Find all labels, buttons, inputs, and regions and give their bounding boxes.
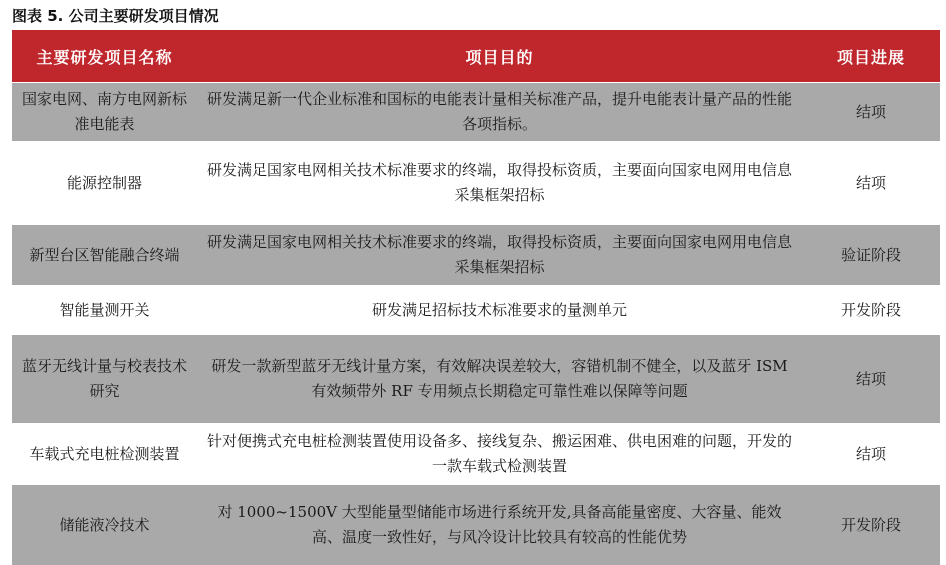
cell-purpose: 研发满足国家电网相关技术标准要求的终端，取得投标资质，主要面向国家电网用电信息采集框架招标 — [206, 233, 792, 276]
table-row — [12, 423, 940, 484]
table-row — [12, 484, 940, 565]
cell-name: 车载式充电桩检测装置 — [29, 444, 180, 463]
table-row — [12, 82, 940, 141]
header-name: 主要研发项目名称 — [36, 47, 173, 67]
cell-purpose: 对 1000~1500V 大型能量型储能市场进行系统开发,具备高能量密度、大容量、能效高、温度一致性好，与风冷设计比较具有较高的性能优势 — [217, 503, 782, 546]
table-row — [12, 224, 940, 285]
cell-purpose: 研发满足新一代企业标准和国标的电能表计量相关标准产品，提升电能表计量产品的性能各项指标。 — [206, 90, 792, 133]
table-header — [12, 30, 940, 82]
header-progress: 项目进展 — [836, 47, 905, 67]
figure-title: 图表 5. 公司主要研发项目情况 — [12, 7, 219, 25]
cell-name: 新型台区智能融合终端 — [29, 245, 180, 264]
cell-name: 蓝牙无线计量与校表技术研究 — [21, 357, 187, 400]
cell-progress: 结项 — [855, 444, 886, 463]
cell-purpose: 研发一款新型蓝牙无线计量方案，有效解决误差较大，容错机制不健全，以及蓝牙 ISM 有效频带外 RF 专用频点长期稳定可靠性难以保障等问题 — [211, 357, 788, 400]
cell-name: 智能量测开关 — [59, 300, 150, 319]
cell-progress: 结项 — [855, 173, 886, 192]
cell-name: 能源控制器 — [66, 173, 142, 192]
cell-progress: 结项 — [855, 369, 886, 388]
cell-progress: 结项 — [855, 102, 886, 121]
rd-projects-table — [12, 30, 940, 565]
header-purpose: 项目目的 — [465, 47, 534, 67]
cell-progress: 开发阶段 — [840, 515, 901, 534]
cell-name: 国家电网、南方电网新标准电能表 — [21, 90, 187, 133]
cell-progress: 开发阶段 — [840, 300, 901, 319]
cell-purpose: 研发满足招标技术标准要求的量测单元 — [371, 300, 627, 319]
table-row — [12, 285, 940, 334]
cell-purpose: 研发满足国家电网相关技术标准要求的终端，取得投标资质，主要面向国家电网用电信息采集框架招标 — [206, 161, 792, 204]
cell-purpose: 针对便携式充电桩检测装置使用设备多、接线复杂、搬运困难、供电困难的问题，开发的一款车载式检测装置 — [206, 432, 792, 475]
cell-name: 储能液冷技术 — [59, 515, 150, 534]
cell-progress: 验证阶段 — [840, 245, 901, 264]
table-row — [12, 334, 940, 423]
table-row — [12, 141, 940, 224]
